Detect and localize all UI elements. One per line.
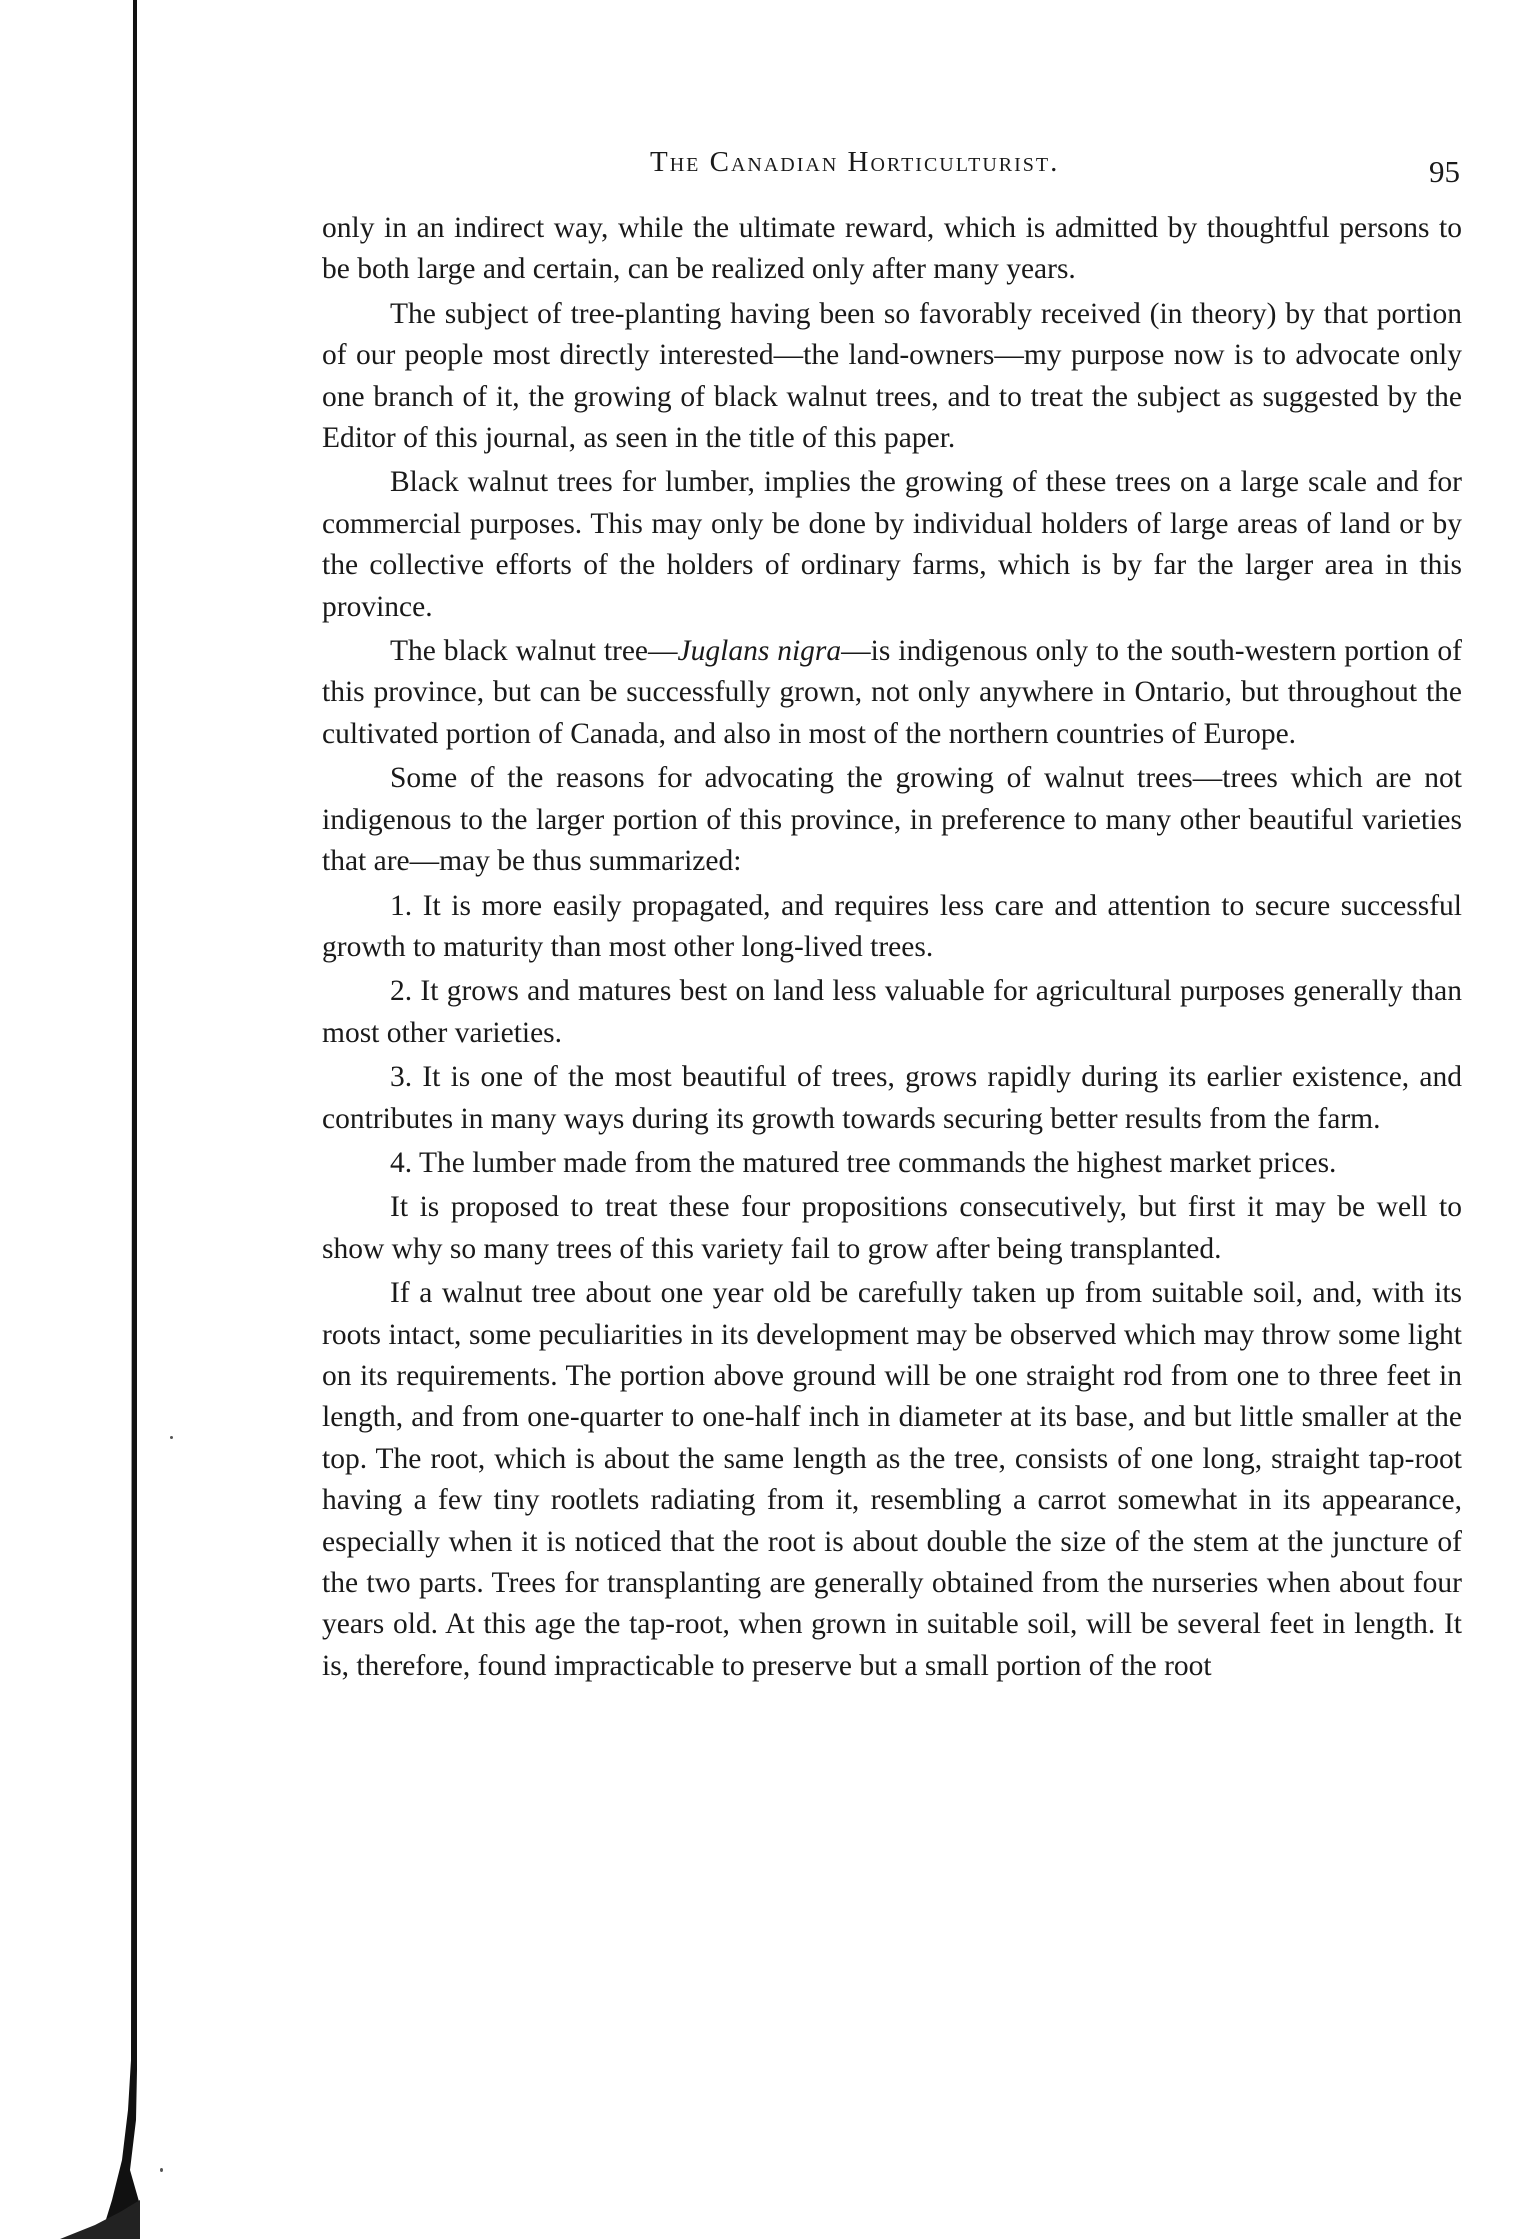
scan-speck (160, 2168, 163, 2172)
paragraph-tree-planting: The subject of tree-planting having been so favorably received (in theory) by that portion of our people most directly interested—the land-owners—my purpose now is to advocate only one branch of it, the growing of black walnut trees, and to treat the subject as suggested by the Editor of this journal, as seen in the title of this paper. (322, 297, 1462, 455)
reason-item-2: 2. It grows and matures best on land less valuable for agricultural purposes generally than most other varieties. (322, 975, 1462, 1049)
paragraph-black-walnut-after: —is indigenous only to the south-western portion of this province, but can be successfully grown, not only anywhere in Ontario, but throughout the cultivated portion of Canada, and also in most of the northern countries of Europe. (322, 635, 1462, 750)
paragraph-black-walnut (322, 631, 1462, 755)
book-binding-edge (0, 0, 140, 2239)
paragraph-reasons: Some of the reasons for advocating the growing of walnut trees—trees which are not indigenous to the larger portion of this province, in preference to many other beautiful varieties that are—may be thus summarized: (322, 762, 1462, 878)
paragraph-proposed: It is proposed to treat these four propositions consecutively, but first it may be well to show why so many trees of this variety fail to grow after being transplanted. (322, 1191, 1462, 1265)
reason-item-1: 1. It is more easily propagated, and requires less care and attention to secure successful growth to maturity than most other long-lived trees. (322, 889, 1462, 963)
paragraph-black-walnut-before: The black walnut tree— (390, 635, 678, 668)
running-head (320, 140, 1460, 200)
scan-speck (170, 1436, 173, 1439)
reason-item-3: 3. It is one of the most beautiful of trees, grows rapidly during its earlier existence, and contributes in many ways during its growth towards securing better results from the farm. (322, 1061, 1462, 1135)
species-name: Juglans nigra (677, 635, 842, 668)
reason-item-4: 4. The lumber made from the matured tree commands the highest market prices. (390, 1146, 1337, 1179)
page-number: 95 (1429, 154, 1460, 189)
paragraph-continuation: only in an indirect way, while the ultimate reward, which is admitted by thoughtful persons to be both large and certain, can be realized only after many years. (322, 212, 1462, 286)
article-body (322, 208, 1462, 1690)
journal-title: The Canadian Horticulturist. (650, 146, 1060, 178)
paragraph-lumber: Black walnut trees for lumber, implies the growing of these trees on a large scale and for commercial purposes. This may only be done by individual holders of large areas of land or by the collective efforts of the holders of ordinary farms, which is by far the larger area in this province. (322, 466, 1462, 623)
paragraph-walnut-tree-roots: If a walnut tree about one year old be carefully taken up from suitable soil, and, with its roots intact, some peculiarities in its development may be observed which may throw some light on its requirements. The portion above ground will be one straight rod from one to three feet in length, and from one-quarter to one-half inch in diameter at its base, and but little smaller at the top. The root, which is about the same length as the tree, consists of one long, straight tap-root having a few tiny rootlets radiating from it, resembling a carrot somewhat in its appearance, especially when it is noticed that the root is about double the size of the stem at the juncture of the two parts. Trees for transplanting are generally obtained from the nurseries when about four years old. At this age the tap-root, when grown in suitable soil, will be several feet in length. It is, therefore, found impracticable to preserve but a small portion of the root (322, 1277, 1462, 1682)
